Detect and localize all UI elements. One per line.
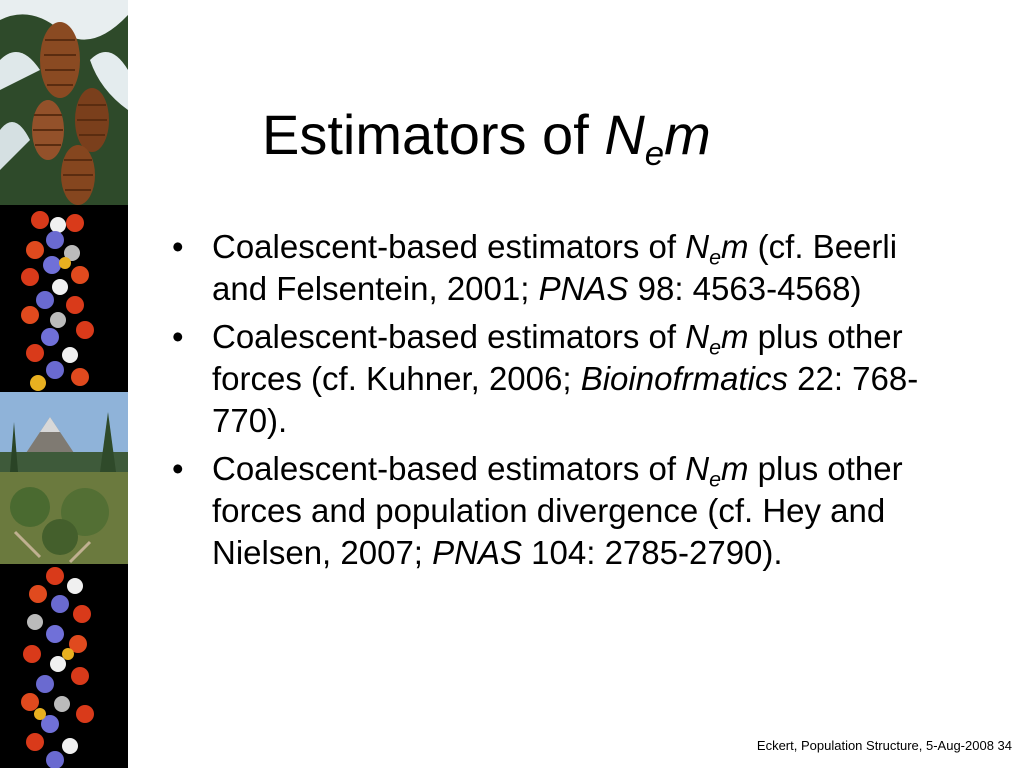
bullet-text: Coalescent-based estimators of	[212, 450, 686, 487]
bullet-text: (cf. Beerli and Felsentein, 2001;	[212, 228, 898, 307]
slide-title	[262, 100, 711, 174]
bullet-item	[172, 316, 932, 442]
dna-double-helix-image	[0, 564, 128, 768]
journal-name: PNAS	[538, 270, 629, 307]
m-symbol: m	[721, 228, 749, 265]
journal-name: PNAS	[432, 534, 523, 571]
bullet-marker: •	[172, 228, 184, 265]
slide-footer: Eckert, Population Structure, 5-Aug-2008 34	[756, 738, 1012, 753]
bullet-item	[172, 448, 932, 574]
n-symbol: N	[685, 228, 710, 265]
bullet-list	[172, 226, 932, 580]
bullet-marker: •	[172, 318, 184, 355]
title-prefix: Estimators of	[262, 103, 605, 166]
bullet-marker: •	[172, 450, 184, 487]
title-n-symbol: N	[604, 103, 645, 166]
bullet-text: 104: 2785-2790).	[522, 534, 783, 571]
title-subscript: e	[644, 135, 665, 174]
m-symbol: m	[721, 450, 749, 487]
mountain-pine-landscape-image	[0, 392, 128, 564]
journal-name: Bioinofrmatics	[580, 360, 788, 397]
dna-double-helix-image	[0, 205, 128, 392]
e-subscript: e	[709, 335, 722, 360]
bullet-text: Coalescent-based estimators of	[212, 228, 686, 265]
n-symbol: N	[685, 450, 710, 487]
pine-cones-snow-image	[0, 0, 128, 205]
bullet-text: plus other forces (cf. Kuhner, 2006;	[212, 318, 903, 397]
n-symbol: N	[685, 318, 710, 355]
bullet-item	[172, 226, 932, 310]
image-sidebar	[0, 0, 128, 768]
e-subscript: e	[709, 467, 722, 492]
bullet-text: 22: 768-770).	[212, 360, 919, 439]
bullet-text: Coalescent-based estimators of	[212, 318, 686, 355]
m-symbol: m	[721, 318, 749, 355]
bullet-text: plus other forces and population divergence (cf. Hey and Nielsen, 2007;	[212, 450, 903, 571]
bullet-text: 98: 4563-4568)	[628, 270, 862, 307]
title-m-symbol: m	[664, 103, 711, 166]
e-subscript: e	[709, 245, 722, 270]
